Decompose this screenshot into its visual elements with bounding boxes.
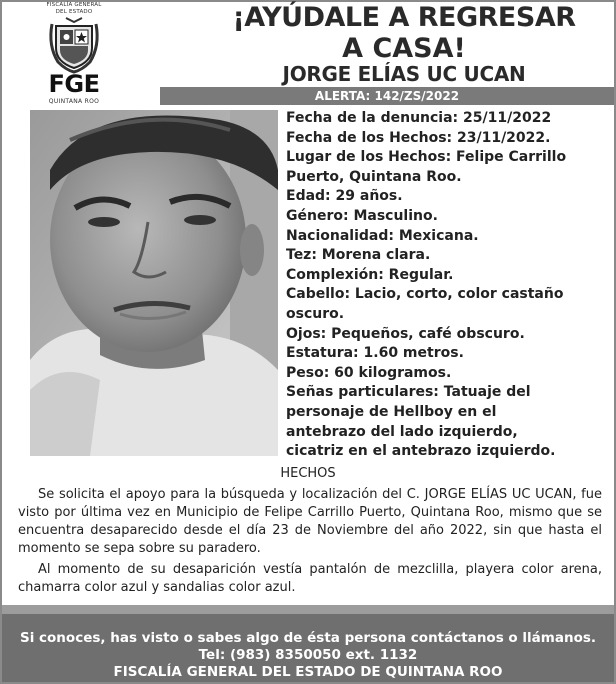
detail-location: Lugar de los Hechos: Felipe Carrillo [286, 149, 567, 166]
headline-line-2: A CASA! [342, 33, 466, 64]
logo-top-text [10, 2, 138, 15]
detail-weight: Peso: 60 kilogramos. [286, 364, 452, 381]
detail-gender: Género: Masculino. [286, 207, 438, 224]
detail-marks: Señas particulares: Tatuaje del [286, 384, 531, 401]
footer-phone: Tel: (983) 8350050 ext. 1132 [198, 647, 418, 663]
detail-report-date: Fecha de la denuncia: 25/11/2022 [286, 110, 552, 126]
headline-line-1: ¡AYÚDALE A REGRESAR [232, 2, 576, 33]
missing-person-photo [30, 110, 278, 456]
detail-hair: Cabello: Lacio, corto, color castaño [286, 286, 564, 303]
hechos-paragraph-1: Se solicita el apoyo para la búsqueda y localización del C. JORGE ELÍAS UC UCAN, fue visto por última vez en Municipio de Felipe Carrillo Puerto, Quintana Roo, mismo que se encuentra desaparecido desde el día 23 de Noviembre del año 2022, sin que hasta el momento se sepa sobre su paradero. [18, 487, 602, 556]
detail-height: Estatura: 1.60 metros. [286, 345, 464, 362]
detail-nationality: Nacionalidad: Mexicana. [286, 227, 479, 244]
hechos-title: HECHOS [280, 466, 336, 481]
logo-top-line-1: FISCALÍA GENERAL [46, 2, 102, 8]
detail-build: Complexión: Regular. [286, 266, 454, 283]
footer-agency: FISCALÍA GENERAL DEL ESTADO DE QUINTANA ROO [113, 664, 503, 680]
detail-eyes: Ojos: Pequeños, café obscuro. [286, 325, 525, 342]
footer-divider [2, 605, 614, 614]
detail-age: Edad: 29 años. [286, 188, 403, 205]
logo-top-line-2: DEL ESTADO [55, 8, 93, 15]
footer-call-to-action: Si conoces, has visto o sabes algo de ésta persona contáctanos o llámanos. [19, 630, 597, 646]
detail-complexion-skin: Tez: Morena clara. [286, 247, 431, 264]
coat-of-arms-icon [44, 16, 104, 74]
headline [200, 2, 608, 64]
hechos-paragraph-2: Al momento de su desaparición vestía pantalón de mezclilla, playera color arena, chamarra color azul y sandalias color azul. [18, 562, 602, 595]
detail-marks-cont-2: antebrazo del lado izquierdo, [286, 423, 518, 440]
detail-location-cont: Puerto, Quintana Roo. [286, 168, 462, 185]
person-details [286, 109, 604, 462]
logo-acronym: FGE [48, 70, 100, 98]
contact-footer [2, 614, 614, 682]
detail-marks-cont-1: personaje de Hellboy en el [286, 403, 497, 420]
missing-person-name: JORGE ELÍAS UC UCAN [282, 62, 526, 86]
logo-bottom-text: QUINTANA ROO [48, 98, 100, 105]
detail-marks-cont-3: cicatriz en el antebrazo izquierdo. [286, 443, 556, 460]
hechos-body [18, 486, 602, 600]
alert-number-bar: ALERTA: 142/ZS/2022 [160, 87, 614, 105]
fge-logo [10, 2, 138, 106]
detail-hair-cont: oscuro. [286, 305, 345, 322]
detail-event-date: Fecha de los Hechos: 23/11/2022. [286, 129, 551, 146]
